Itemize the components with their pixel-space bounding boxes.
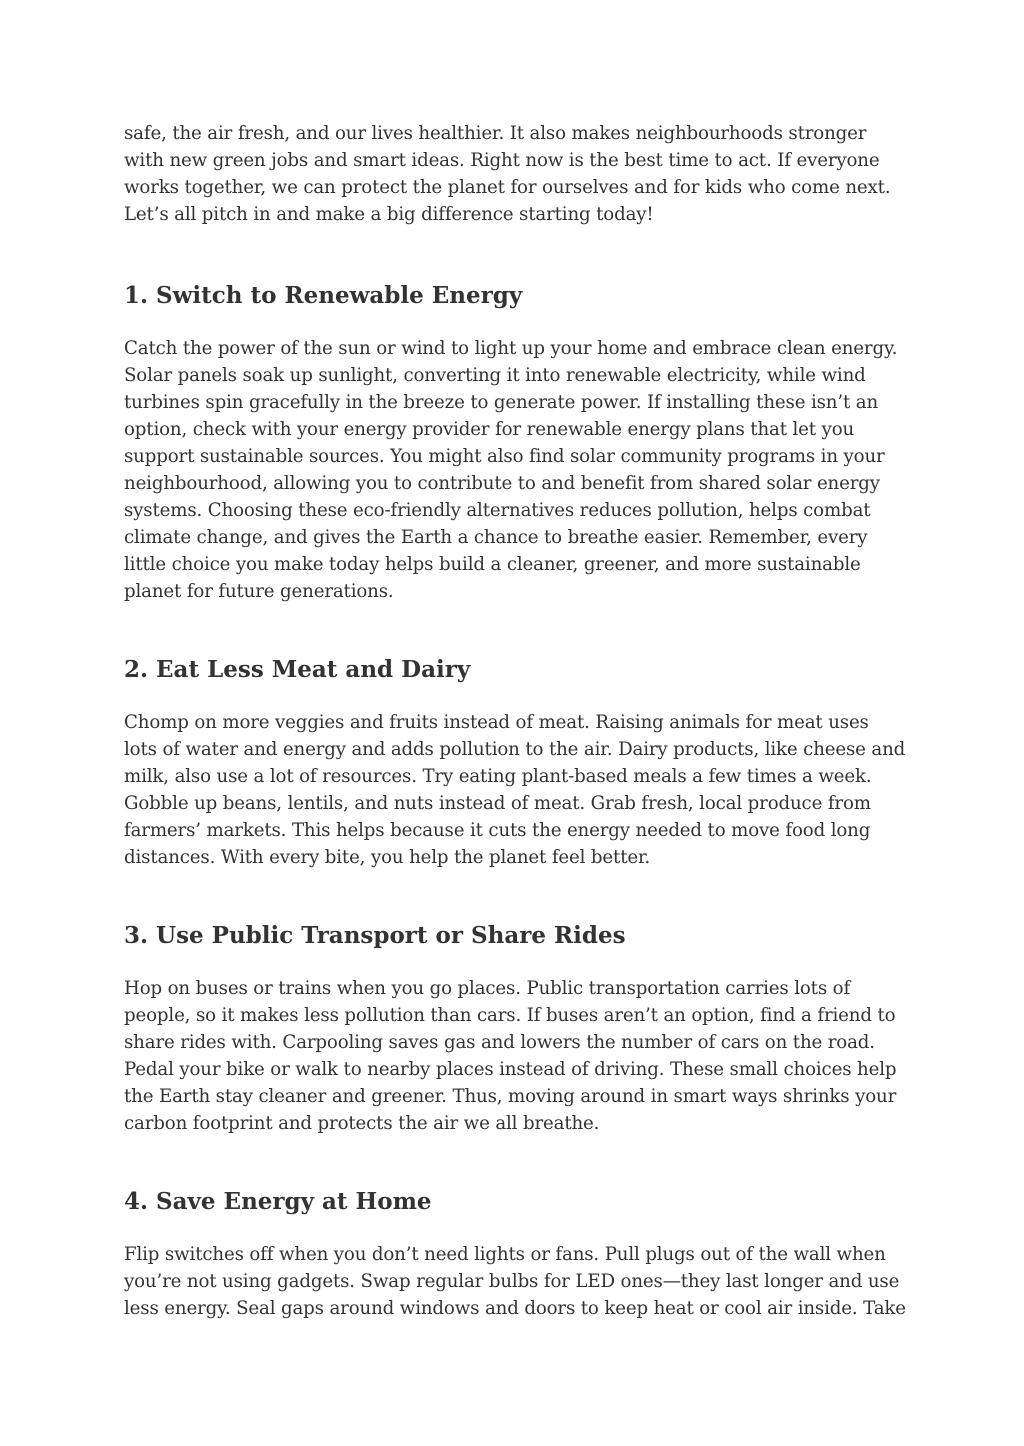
paragraph-line: neighbourhood, allowing you to contribute to and benefit from shared solar energy [124, 473, 880, 494]
paragraph-line: Gobble up beans, lentils, and nuts instead of meat. Grab fresh, local produce from [124, 793, 871, 814]
paragraph-line: Flip switches off when you don’t need lights or fans. Pull plugs out of the wall when [124, 1244, 886, 1265]
paragraph-line: with new green jobs and smart ideas. Right now is the best time to act. If everyone [124, 150, 880, 171]
section-body-public-transport [124, 975, 904, 1137]
paragraph-line: safe, the air fresh, and our lives healthier. It also makes neighbourhoods stronger [124, 123, 867, 144]
paragraph-line: systems. Choosing these eco-friendly alternatives reduces pollution, helps combat [124, 500, 871, 521]
paragraph-line: Chomp on more veggies and fruits instead of meat. Raising animals for meat uses [124, 712, 869, 733]
paragraph-line: milk, also use a lot of resources. Try eating plant-based meals a few times a week. [124, 766, 872, 787]
paragraph-line: people, so it makes less pollution than cars. If buses aren’t an option, find a friend to [124, 1005, 896, 1026]
paragraph-line: planet for future generations. [124, 581, 394, 602]
paragraph-line: Catch the power of the sun or wind to light up your home and embrace clean energy. [124, 338, 898, 359]
section-body-renewable-energy [124, 335, 904, 605]
paragraph-line: farmers’ markets. This helps because it cuts the energy needed to move food long [124, 820, 871, 841]
intro-paragraph [124, 120, 904, 228]
paragraph-line: support sustainable sources. You might also find solar community programs in your [124, 446, 885, 467]
section-heading-public-transport: 3. Use Public Transport or Share Rides [124, 922, 626, 949]
section-body-save-energy [124, 1241, 904, 1322]
paragraph-line: share rides with. Carpooling saves gas and lowers the number of cars on the road. [124, 1032, 875, 1053]
section-heading-renewable-energy: 1. Switch to Renewable Energy [124, 282, 523, 309]
paragraph-line: Let’s all pitch in and make a big difference starting today! [124, 204, 654, 225]
paragraph-line: Pedal your bike or walk to nearby places instead of driving. These small choices help [124, 1059, 897, 1080]
section-heading-meat-dairy: 2. Eat Less Meat and Dairy [124, 656, 471, 683]
paragraph-line: little choice you make today helps build a cleaner, greener, and more sustainable [124, 554, 861, 575]
section-body-meat-dairy [124, 709, 904, 871]
paragraph-line: the Earth stay cleaner and greener. Thus, moving around in smart ways shrinks your [124, 1086, 897, 1107]
paragraph-line: lots of water and energy and adds pollution to the air. Dairy products, like cheese and [124, 739, 906, 760]
paragraph-line: less energy. Seal gaps around windows and doors to keep heat or cool air inside. Take [124, 1298, 906, 1319]
paragraph-line: option, check with your energy provider for renewable energy plans that let you [124, 419, 855, 440]
paragraph-line: turbines spin gracefully in the breeze to generate power. If installing these isn’t an [124, 392, 879, 413]
paragraph-line: distances. With every bite, you help the planet feel better. [124, 847, 651, 868]
paragraph-line: carbon footprint and protects the air we all breathe. [124, 1113, 600, 1134]
paragraph-line: works together, we can protect the planet for ourselves and for kids who come next. [124, 177, 891, 198]
paragraph-line: climate change, and gives the Earth a chance to breathe easier. Remember, every [124, 527, 868, 548]
paragraph-line: Hop on buses or trains when you go places. Public transportation carries lots of [124, 978, 851, 999]
paragraph-line: Solar panels soak up sunlight, converting it into renewable electricity, while wind [124, 365, 866, 386]
document-page [124, 120, 904, 1322]
paragraph-line: you’re not using gadgets. Swap regular bulbs for LED ones—they last longer and use [124, 1271, 900, 1292]
section-heading-save-energy: 4. Save Energy at Home [124, 1188, 432, 1215]
